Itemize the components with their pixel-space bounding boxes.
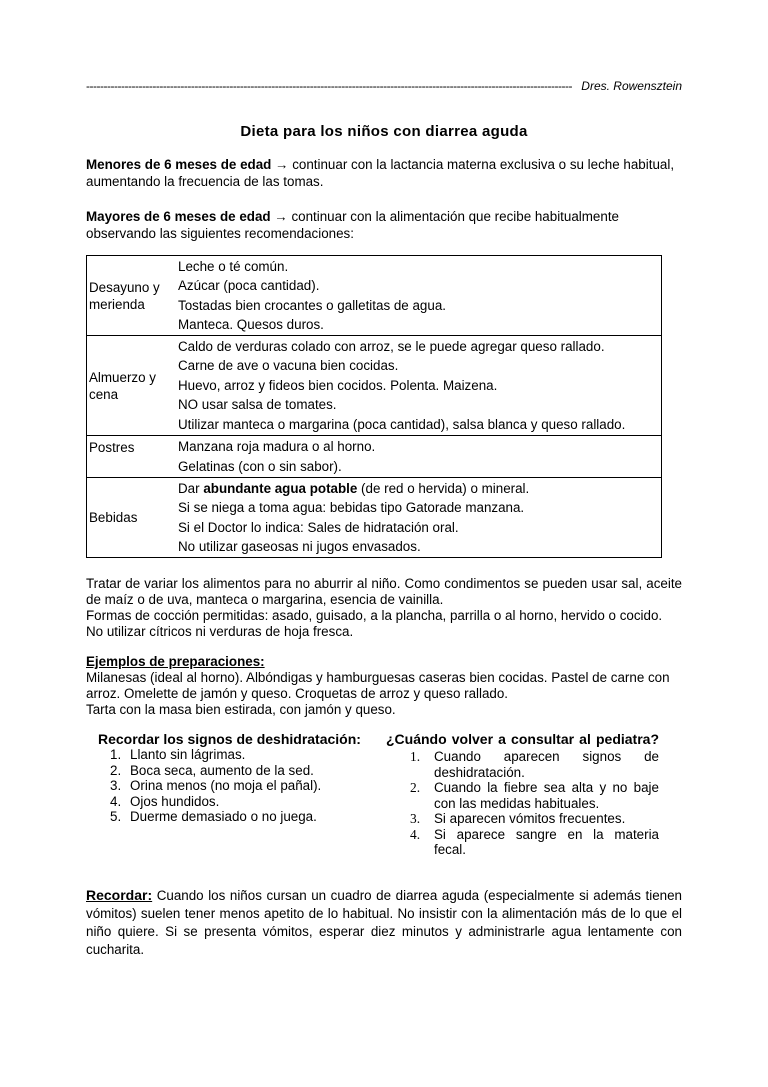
- reminder-label: Recordar:: [86, 887, 153, 903]
- food-line: [178, 479, 661, 499]
- food-line: Si se niega a toma agua: bebidas tipo Gatorade manzana.: [178, 500, 525, 515]
- header-author: Dres. Rowensztein: [581, 79, 682, 93]
- meal-label: Bebidas: [87, 478, 178, 558]
- list-number: 1.: [110, 747, 122, 762]
- list-number: 2.: [110, 762, 122, 778]
- list-item: [98, 778, 384, 794]
- list-text: Boca seca, aumento de la sed.: [130, 762, 314, 778]
- pediatrician-heading: ¿Cuándo volver a consultar al pediatra?: [386, 731, 659, 747]
- cooking-paragraph: Formas de cocción permitidas: asado, guisado, a la plancha, parrilla o al horno, hervido o cocido.: [86, 608, 663, 623]
- table-row: [87, 256, 662, 336]
- list-text: Duerme demasiado o no juega.: [130, 809, 317, 824]
- table-row: [87, 478, 662, 558]
- list-number: 4.: [110, 793, 122, 809]
- over-6-text: continuar con la alimentación que recibe habitualmente observando las siguientes recomendaciones:: [86, 209, 619, 241]
- list-text: Ojos hundidos.: [130, 793, 220, 809]
- food-text: (de red o hervida) o mineral.: [357, 480, 530, 496]
- list-item: [98, 747, 384, 763]
- header-rule: -------------------------------------------------------------------------------------------------------------------------------------------: [86, 79, 572, 93]
- list-item: [386, 780, 659, 811]
- list-item: [98, 809, 384, 825]
- meal-label: Almuerzo y cena: [87, 336, 178, 436]
- list-item: [386, 827, 659, 858]
- under-6-months-paragraph: [86, 156, 682, 190]
- under-6-text: continuar con la lactancia materna exclusiva o su leche habitual, aumentando la frecuencia de las tomas.: [86, 157, 675, 189]
- examples-text: Milanesas (ideal al horno). Albóndigas y hamburguesas caseras bien cocidas. Pastel de carne con arroz. Omelette de jamón y queso. Croquetas de arroz y queso rallado.: [86, 670, 670, 701]
- list-item: [98, 763, 384, 779]
- meal-foods: [177, 436, 662, 478]
- examples-heading: Ejemplos de preparaciones:: [86, 654, 265, 669]
- list-text: Si aparece sangre en la materia fecal.: [434, 826, 659, 857]
- arrow-icon: →: [275, 157, 289, 172]
- dehydration-list: [98, 747, 384, 825]
- meal-label: Postres: [87, 436, 178, 478]
- food-line: Manzana roja madura o al horno.: [178, 439, 376, 454]
- dehydration-heading: Recordar los signos de deshidratación:: [98, 731, 361, 747]
- list-number: 3.: [410, 811, 421, 826]
- food-line: Tostadas bien crocantes o galletitas de agua.: [178, 297, 446, 313]
- arrow-icon: →: [274, 209, 288, 224]
- food-text: Dar: [178, 480, 204, 496]
- list-text: Llanto sin lágrimas.: [130, 747, 246, 762]
- meal-foods: [177, 256, 662, 336]
- reminder-paragraph: [86, 886, 682, 959]
- food-line: Leche o té común.: [178, 258, 289, 274]
- over-6-months-paragraph: [86, 208, 682, 242]
- list-number: 5.: [110, 809, 122, 824]
- food-line: Azúcar (poca cantidad).: [178, 278, 320, 293]
- reminder-text: Cuando los niños cursan un cuadro de diarrea aguda (especialmente si además tienen vómitos) suelen tener menos apetito de lo habitual. No insistir con la alimentación más de lo que el niño quiere. Si se presenta vómitos, esperar diez minutos y administrarle agua lentamente con cucharita.: [86, 888, 682, 957]
- avoid-paragraph: No utilizar cítricos ni verduras de hoja fresca.: [86, 624, 354, 639]
- food-line: Si el Doctor lo indica: Sales de hidratación oral.: [178, 519, 459, 535]
- food-line: Utilizar manteca o margarina (poca cantidad), salsa blanca y queso rallado.: [178, 416, 626, 432]
- dehydration-signs: [98, 731, 384, 825]
- food-line: No utilizar gaseosas ni jugos envasados.: [178, 539, 421, 554]
- food-line: Carne de ave o vacuna bien cocidas.: [178, 358, 399, 374]
- advice-paragraph: Tratar de variar los alimentos para no aburrir al niño. Como condimentos se pueden usar sal, aceite de maíz o de uva, manteca o margarina, esencia de vainilla.: [86, 576, 682, 607]
- food-line: NO usar salsa de tomates.: [178, 397, 337, 413]
- table-row: [87, 436, 662, 478]
- list-item: [386, 749, 659, 780]
- list-text: Cuando la fiebre sea alta y no baje con las medidas habituales.: [434, 780, 659, 811]
- list-text: Cuando aparecen signos de deshidratación.: [434, 749, 659, 780]
- list-item: [386, 811, 659, 827]
- list-number: 4.: [410, 826, 421, 842]
- table-row: [87, 336, 662, 436]
- examples-text-2: Tarta con la masa bien estirada, con jamón y queso.: [86, 702, 396, 717]
- food-line: Huevo, arroz y fideos bien cocidos. Polenta. Maizena.: [178, 377, 498, 393]
- pediatrician-list: [386, 749, 659, 858]
- meal-foods: [177, 336, 662, 436]
- meal-label: Desayuno y merienda: [87, 256, 178, 336]
- list-number: 2.: [410, 780, 421, 795]
- diet-table: [86, 255, 662, 558]
- list-number: 1.: [410, 749, 421, 764]
- pediatrician-section: [386, 731, 659, 858]
- meal-foods: [177, 478, 662, 558]
- page-header: [86, 78, 682, 94]
- list-item: [98, 794, 384, 810]
- food-line: Gelatinas (con o sin sabor).: [178, 458, 342, 474]
- food-emphasis: abundante agua potable: [203, 480, 358, 496]
- document-title: Dieta para los niños con diarrea aguda: [240, 123, 528, 140]
- list-text: Si aparecen vómitos frecuentes.: [434, 811, 626, 826]
- list-text: Orina menos (no moja el pañal).: [130, 778, 322, 793]
- food-line: Caldo de verduras colado con arroz, se le puede agregar queso rallado.: [178, 338, 605, 354]
- under-6-label: Menores de 6 meses de edad: [86, 157, 272, 172]
- food-line: Manteca. Quesos duros.: [178, 317, 324, 332]
- list-number: 3.: [110, 778, 122, 793]
- over-6-label: Mayores de 6 meses de edad: [86, 209, 271, 224]
